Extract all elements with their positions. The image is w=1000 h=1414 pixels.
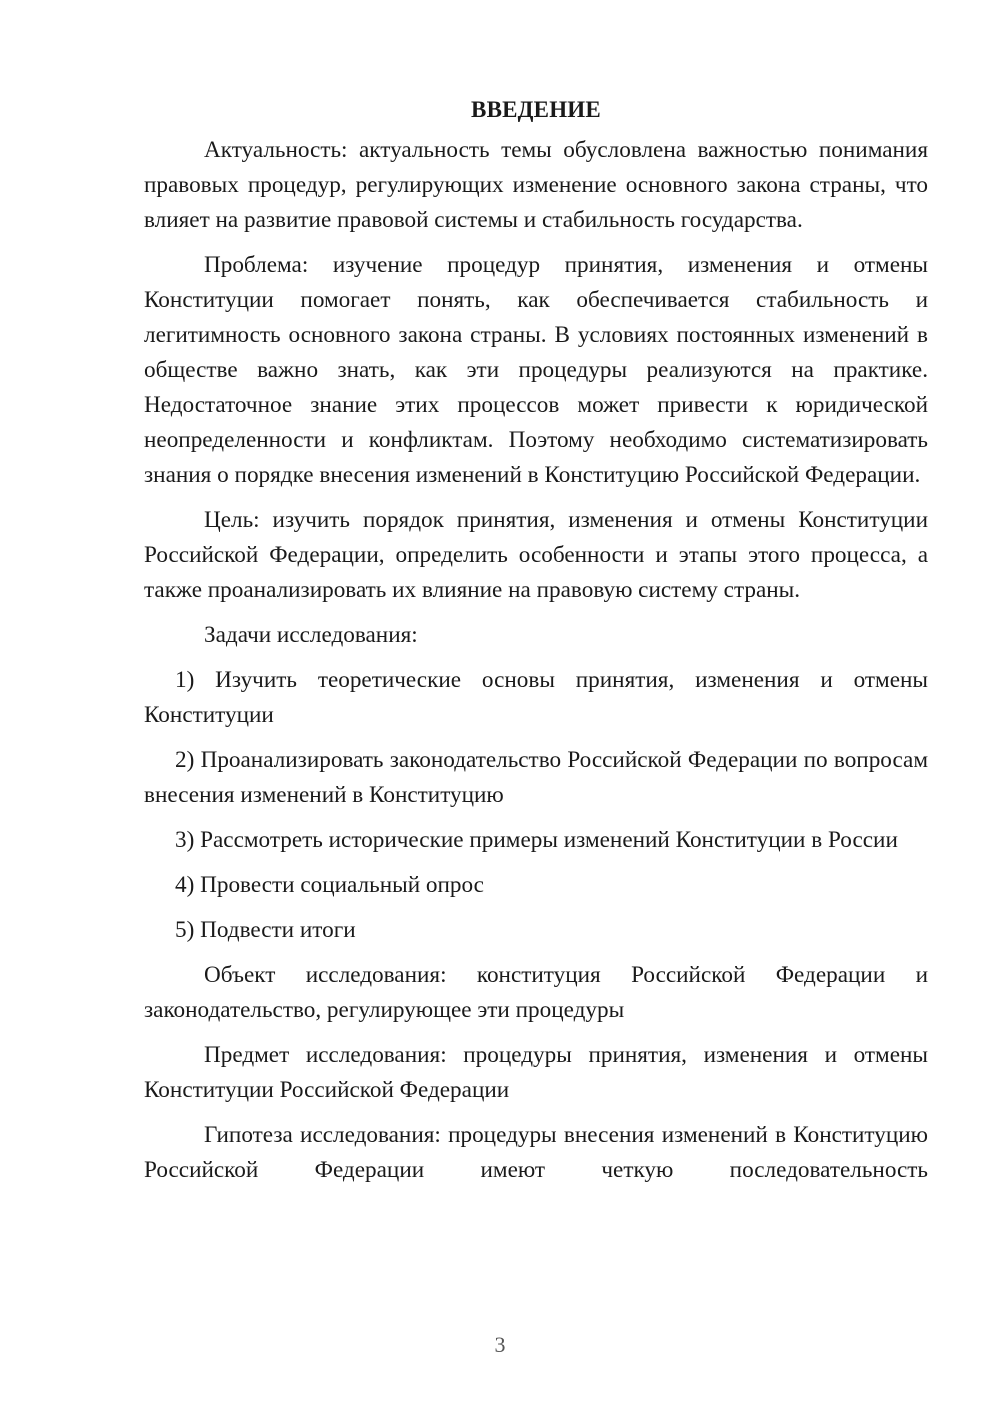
- task-item-1: 1) Изучить теоретические основы принятия, изменения и отмены Конституции: [144, 667, 928, 728]
- document-page: [144, 92, 928, 1188]
- paragraph-hypothesis: Гипотеза исследования: процедуры внесения изменений в Конституцию Российской Федерации имеют четкую последовательность: [144, 1122, 928, 1183]
- section-heading: ВВЕДЕНИЕ: [471, 97, 601, 122]
- page-number: 3: [494, 1332, 506, 1357]
- task-item-4: 4) Провести социальный опрос: [175, 872, 484, 898]
- paragraph-problem: Проблема: изучение процедур принятия, изменения и отмены Конституции помогает понять, как обеспечивается стабильность и легитимность основного закона страны. В условиях постоянных изменений в обществе важно знать, как эти процедуры реализуются на практике. Недостаточное знание этих процессов может привести к юридической неопределенности и конфликтам. Поэтому необходимо систематизировать знания о порядке внесения изменений в Конституцию Российской Федерации.: [144, 252, 928, 488]
- task-item-3: 3) Рассмотреть исторические примеры изменений Конституции в России: [175, 827, 898, 853]
- task-item-5: 5) Подвести итоги: [175, 917, 356, 943]
- paragraph-subject: Предмет исследования: процедуры принятия, изменения и отмены Конституции Российской Федерации: [144, 1042, 928, 1103]
- paragraph-goal: Цель: изучить порядок принятия, изменения и отмены Конституции Российской Федерации, определить особенности и этапы этого процесса, а также проанализировать их влияние на правовую систему страны.: [144, 507, 928, 603]
- paragraph-relevance: Актуальность: актуальность темы обусловлена важностью понимания правовых процедур, регулирующих изменение основного закона страны, что влияет на развитие правовой системы и стабильность государства.: [144, 137, 928, 233]
- paragraph-object: Объект исследования: конституция Российской Федерации и законодательство, регулирующее эти процедуры: [144, 962, 928, 1023]
- task-item-2: 2) Проанализировать законодательство Российской Федерации по вопросам внесения изменений в Конституцию: [144, 747, 928, 808]
- paragraph-tasks-intro: Задачи исследования:: [204, 622, 418, 648]
